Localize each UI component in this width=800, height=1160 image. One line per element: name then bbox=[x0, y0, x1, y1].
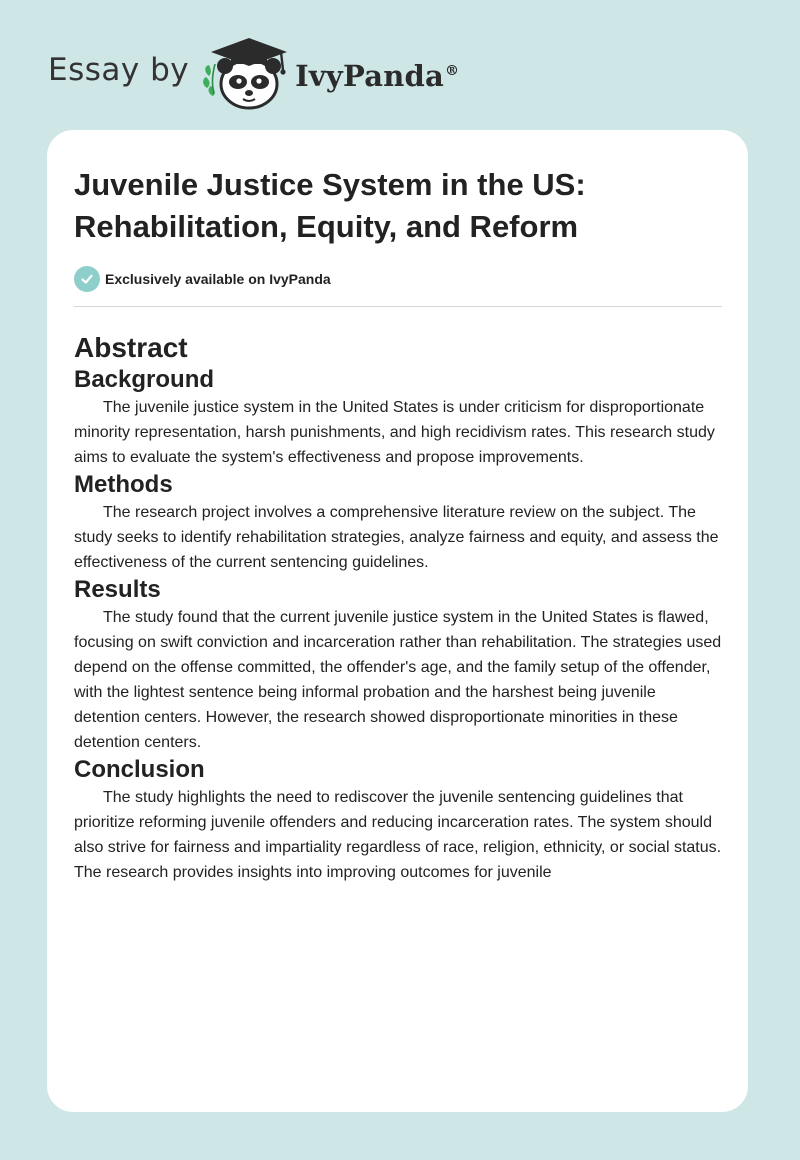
background-text: The juvenile justice system in the United States is under criticism for disproportionate minority representation, harsh punishments, and high recidivism rates. This research study aims to evaluate the system's effectiveness and propose improvements. bbox=[74, 399, 715, 466]
conclusion-heading: Conclusion bbox=[74, 756, 205, 783]
site-header bbox=[48, 36, 459, 110]
checkmark-icon bbox=[74, 266, 100, 292]
methods-text: The research project involves a comprehensive literature review on the subject. The study seeks to identify rehabilitation strategies, analyze fairness and equity, and assess the effectiveness of the current sentencing guidelines. bbox=[74, 504, 719, 571]
brand-name[interactable] bbox=[295, 59, 459, 93]
methods-heading: Methods bbox=[74, 471, 173, 498]
brand-label: IvyPanda bbox=[295, 59, 444, 93]
title-line-1: Juvenile Justice System in the US: bbox=[74, 167, 586, 202]
background-heading: Background bbox=[74, 366, 215, 393]
divider bbox=[74, 306, 722, 307]
title-line-2: Rehabilitation, Equity, and Reform bbox=[74, 209, 579, 244]
results-heading: Results bbox=[74, 576, 161, 603]
registered-mark: ® bbox=[444, 63, 460, 80]
panda-graduate-icon[interactable] bbox=[201, 36, 293, 110]
exclusive-badge bbox=[74, 266, 722, 292]
exclusive-label: Exclusively available on IvyPanda bbox=[105, 271, 331, 287]
abstract-heading: Abstract bbox=[74, 332, 188, 363]
results-text: The study found that the current juvenile justice system in the United States is flawed, focusing on swift conviction and incarceration rather than rehabilitation. The strategies used depend on the offense committed, the offender's age, and the family setup of the offender, with the lightest sentence being informal probation and the harshest being juvenile detention centers. However, the research showed disproportionate minorities in these detention centers. bbox=[74, 609, 722, 751]
essay-title bbox=[74, 164, 722, 248]
essay-card bbox=[47, 130, 748, 1112]
essay-by-label: Essay by bbox=[48, 52, 190, 88]
conclusion-text: The study highlights the need to rediscover the juvenile sentencing guidelines that prioritize reforming juvenile offenders and reducing incarceration rates. The system should also strive for fairness and impartiality regardless of race, religion, ethnicity, or social status. The research provides insights into improving outcomes for juvenile bbox=[74, 789, 722, 881]
